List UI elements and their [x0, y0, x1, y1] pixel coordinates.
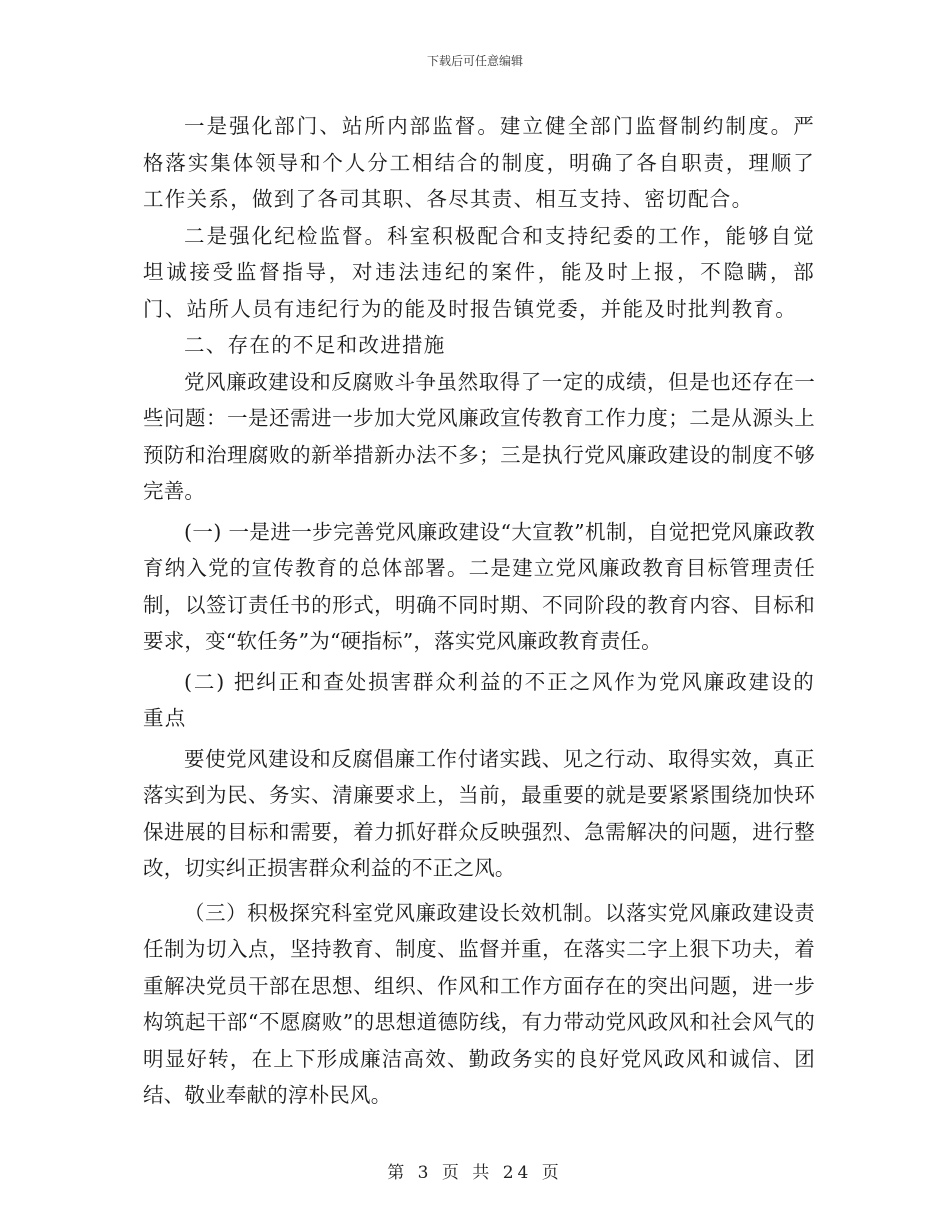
paragraph-existing-problems: 党风廉政建设和反腐败斗争虽然取得了一定的成绩，但是也还存在一些问题：一是还需进一步加大党风廉政宣传教育工作力度；二是从源头上预防和治理腐败的新举措新办法不多；三是执行党风廉政建设的制度不够完善。: [143, 369, 815, 503]
paragraph-measure-two-heading: (二) 把纠正和查处损害群众利益的不正之风作为党风廉政建设的重点: [143, 669, 815, 730]
page-number: 第 3 页 共 24 页: [387, 1163, 563, 1183]
document-body: [143, 108, 815, 1114]
paragraph-internal-supervision: 一是强化部门、站所内部监督。建立健全部门监督制约制度。严格落实集体领导和个人分工相结合的制度，明确了各自职责，理顺了工作关系，做到了各司其职、各尽其责、相互支持、密切配合。: [143, 114, 815, 211]
paragraph-measure-three: （三）积极探究科室党风廉政建设长效机制。以落实党风廉政建设责任制为切入点，坚持教育、制度、监督并重，在落实二字上狠下功夫，着重解决党员干部在思想、组织、作风和工作方面存在的突出问题，进一步构筑起干部“不愿腐败”的思想道德防线，有力带动党风政风和社会风气的明显好转，在上下形成廉洁高效、勤政务实的良好党风政风和诚信、团结、敬业奉献的淳朴民风。: [143, 900, 815, 1107]
section-heading-shortcomings: 二、存在的不足和改进措施: [184, 333, 446, 357]
paragraph-measure-one: (一) 一是进一步完善党风廉政建设“大宣教”机制，自觉把党风廉政教育纳入党的宣传教育的总体部署。二是建立党风廉政教育目标管理责任制，以签订责任书的形式，明确不同时期、不同阶段的教育内容、目标和要求，变“软任务”为“硬指标”，落实党风廉政教育责任。: [143, 519, 815, 653]
paragraph-discipline-supervision: 二是强化纪检监督。科室积极配合和支持纪委的工作，能够自觉坦诚接受监督指导，对违法违纪的案件，能及时上报，不隐瞒，部门、站所人员有违纪行为的能及时报告镇党委，并能及时批判教育。: [143, 223, 815, 321]
page-header-note: 下载后可任意编辑: [426, 54, 523, 68]
paragraph-measure-two-body: 要使党风建设和反腐倡廉工作付诸实践、见之行动、取得实效，真正落实到为民、务实、清廉要求上，当前，最重要的就是要紧紧围绕加快环保进展的目标和需要，着力抓好群众反映强烈、急需解决的问题，进行整改，切实纠正损害群众利益的不正之风。: [143, 746, 815, 880]
